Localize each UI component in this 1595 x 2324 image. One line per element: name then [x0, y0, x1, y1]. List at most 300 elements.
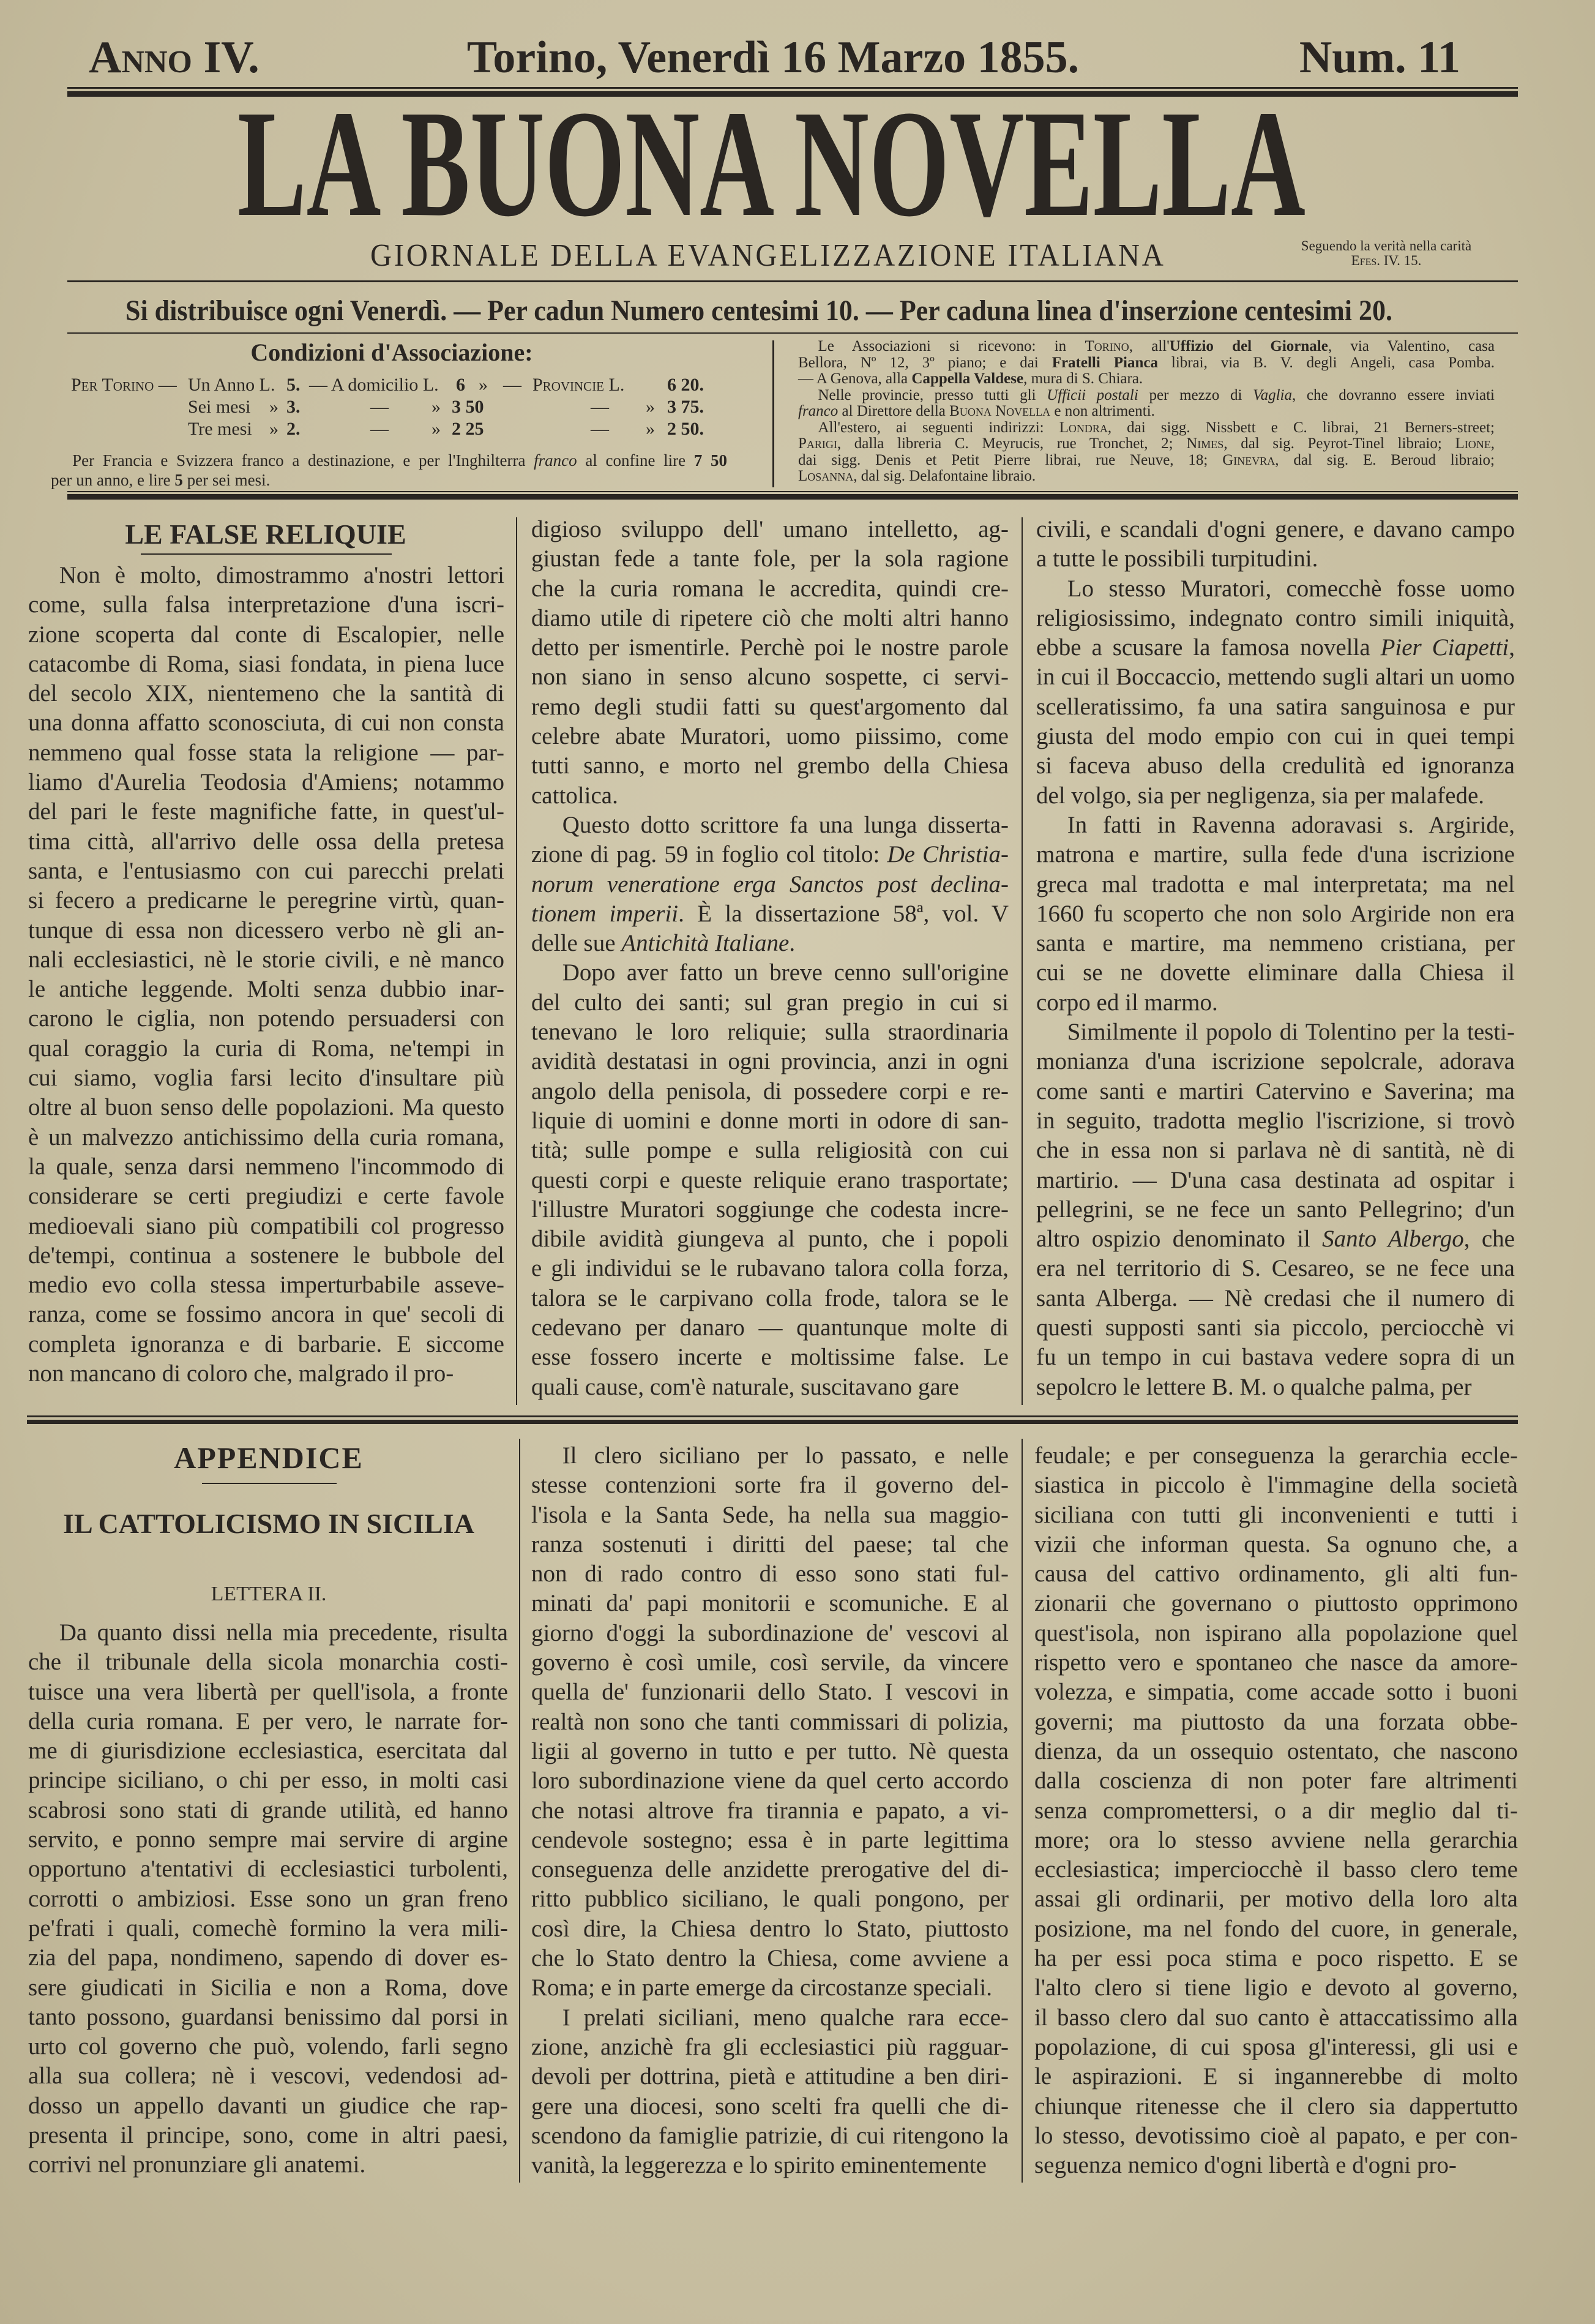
text-line: religiosissimo, indegnato contro simili iniquità,: [1036, 604, 1515, 631]
bold-text: 7 50: [693, 451, 727, 470]
newspaper-subtitle: GIORNALE DELLA EVANGELIZZAZIONE ITALIANA: [370, 238, 1166, 273]
text-line: minati da' papi monitorii e scomuniche. E al: [531, 1590, 1009, 1617]
bold-text: Fratelli Pianca: [1052, 354, 1158, 371]
text-line: completa ignoranza e di barbarie. E siccome: [28, 1330, 504, 1357]
text-run: , che: [1463, 1226, 1515, 1253]
italic-text: Antichità Italiane: [621, 930, 790, 957]
text-line: Roma; e in parte emerge da circostanze speciali.: [531, 1974, 992, 2001]
motto-text: Seguendo la verità nella carità: [1301, 238, 1472, 253]
dash: —: [591, 419, 609, 439]
text-line: ecclesiastica; imperciocchè il basso clero teme: [1034, 1856, 1518, 1883]
column-divider: [1022, 1439, 1023, 2183]
text-line: [798, 468, 1495, 485]
text-line: angolo della penisola, di possedere corpi e re-: [531, 1078, 1009, 1104]
text-run: . È la dissertazione 58ª, vol. V: [678, 900, 1009, 927]
text-line: [51, 451, 727, 470]
price-domicilio: 3 50: [452, 397, 484, 417]
text-line: dalla coscienza di non poter fare altrimenti: [1034, 1767, 1518, 1794]
italic-text: franco: [798, 403, 839, 419]
ditto-mark: »: [269, 419, 278, 439]
issue-number: Num. 11: [1299, 32, 1460, 83]
text-line: cedevano per danaro — quantunque molte di: [531, 1314, 1009, 1341]
text-line: tenevano le loro reliquie; sulla straordinaria: [531, 1019, 1009, 1046]
text-line: siciliana con tutti gli inconvenienti e tutti i: [1034, 1501, 1518, 1528]
bold-text: 5: [174, 471, 183, 489]
small-caps-text: Nimes: [1186, 435, 1224, 452]
article-column-2: [531, 515, 1009, 1402]
appendix-title: IL CATTOLICISMO IN SICILIA: [63, 1508, 474, 1539]
period-label: Tre mesi: [188, 419, 252, 439]
foreign-conditions: [51, 451, 727, 490]
divider: [67, 332, 1518, 334]
text-line: del volgo, sia per negligenza, sia per malafede.: [1036, 782, 1485, 809]
text-line: dienza, da un ossequio ostentato, che nascono: [1034, 1737, 1518, 1764]
price-torino: 2.: [286, 419, 301, 439]
text-line: remo degli studii fatti su quest'argomento dal: [531, 693, 1009, 720]
bold-text: Uffizio del Giornale: [1169, 338, 1328, 354]
paragraph: [798, 339, 1495, 388]
text-line: urto col governo che può, volendo, farli segno: [28, 2033, 508, 2060]
small-caps-text: Losanna: [798, 468, 854, 484]
text-run: dai sigg. Denis et Petit Pierre librai, rue Neuve, 18;: [798, 451, 1223, 468]
text-line: zione, anzichè fra gli ecclesiastici più ragguar-: [531, 2033, 1009, 2060]
conditions-title: Condizioni d'Associazione:: [250, 339, 533, 366]
text-line: fu un tempo in cui bastava vedere sopra di un: [1036, 1344, 1515, 1371]
ditto-mark: »: [431, 419, 441, 439]
dash: —: [370, 419, 389, 439]
divider: [67, 494, 1518, 500]
paragraph: [531, 2003, 1009, 2181]
text-line: quest'isola, non ispirano alla popolazione quel: [1034, 1619, 1518, 1646]
text-line: [798, 371, 1495, 388]
text-line: le aspirazioni. E si ingannerebbe di molto: [1034, 2063, 1518, 2090]
text-line: medioevali siano più compatibili col progresso: [28, 1212, 504, 1239]
divider: [67, 491, 1518, 492]
text-line: [798, 339, 1495, 355]
text-line: [798, 388, 1495, 404]
text-line: [798, 452, 1495, 469]
text-line: more; ora lo stesso avviene nella gerarchia: [1034, 1826, 1518, 1853]
italic-text: De Christia-: [887, 841, 1009, 868]
text-line: siastica in piccolo è l'immagine della società: [1034, 1472, 1518, 1499]
place-label: Per Torino —: [71, 375, 177, 395]
text-line: giorno d'oggi la subordinazione de' vescovi al: [531, 1619, 1009, 1646]
text-line: a tutte le possibili turpitudini.: [1036, 545, 1318, 572]
text-run: , dal sig. Peyrot-Tinel libraio;: [1223, 435, 1455, 452]
text-line: non di rado contro di esso sono stati ful-: [531, 1561, 1009, 1587]
motto: [1273, 239, 1500, 268]
text-run: ,: [1490, 435, 1495, 452]
text-run: per mezzo di: [1138, 386, 1253, 403]
text-line: [1036, 1224, 1515, 1254]
text-line: servito, e ponno sempre mai servire di argine: [28, 1826, 508, 1853]
text-line: rispetto vero e spontaneo che nasce da amore-: [1034, 1649, 1518, 1676]
paragraph: [1036, 574, 1515, 811]
text-line: presenta il principe, sono, come in altri paesi,: [28, 2122, 508, 2149]
price-provincie: 3 75.: [667, 397, 704, 417]
text-line: era nel territorio di S. Cesareo, se ne fece una: [1036, 1255, 1515, 1282]
text-run: , dalla libreria C. Meyrucis, rue Tronchet, 2;: [837, 435, 1187, 452]
text-line: diamo utile di ripetere ciò che molti altri hanno: [531, 604, 1009, 631]
text-run: , dal sig. Delafontaine libraio.: [853, 468, 1036, 484]
text-line: detto per ismentirle. Perchè poi le nostre parole: [531, 634, 1009, 661]
newspaper-title: LA BUONA NOVELLA: [237, 98, 1306, 230]
paragraph: [798, 388, 1495, 420]
text-line: scendono da famiglie patrizie, di cui ritengono la: [531, 2122, 1009, 2149]
ditto-mark: »: [479, 375, 488, 395]
text-line: questi supposti santi sia piccolo, perciocchè vi: [1036, 1314, 1515, 1341]
text-line: nali ecclesiastici, nè le storie civili, e nè manco: [28, 946, 504, 973]
text-run: , all': [1129, 338, 1170, 354]
text-run: , dai sigg. Nissbett e C. librai, 21 Berners-street;: [1107, 419, 1495, 436]
motto-reference: Efes. IV. 15.: [1351, 253, 1422, 268]
text-line: tuisce una vera libertà per quell'isola, a fronte: [28, 1678, 508, 1705]
text-line: liamo d'Aurelia Teodosia d'Amiens; notammo: [28, 769, 504, 796]
text-line: tutti sanno, e morto nel grembo della Chiesa: [531, 752, 1009, 779]
text-line: principe siciliano, o chi per esso, in molti casi: [28, 1767, 508, 1794]
text-line: l'isola e la Santa Sede, ha nella sua maggio-: [531, 1501, 1009, 1528]
distribution-notice: Si distribuisce ogni Venerdì. — Per cadun Numero centesimi 10. — Per caduna linea d'inserzione centesimi 20.: [125, 294, 1392, 327]
text-line: che il tribunale della sicola monarchia costi-: [28, 1649, 508, 1676]
text-line: [531, 840, 1009, 869]
text-run: Le Associazioni si ricevono: in: [818, 338, 1085, 354]
text-run: al Direttore della: [838, 403, 950, 419]
text-line: martirio. — D'una casa destinata ad ospitar i: [1036, 1166, 1515, 1193]
divider: [27, 1420, 1518, 1424]
text-run: Nelle provincie, presso tutti gli: [818, 386, 1047, 403]
text-line: posizione, ma nel fondo del cuore, in generale,: [1034, 1915, 1518, 1942]
paragraph: [531, 958, 1009, 1401]
text-line: lo stesso, devotissimo cioè al papato, e per con-: [1034, 2122, 1518, 2149]
text-run: altro ospizio denominato il: [1036, 1226, 1323, 1253]
divider: [27, 1415, 1518, 1417]
text-run: , via Valentino, casa: [1328, 338, 1495, 354]
text-line: giusta del modo empio con cui in quei tempi: [1036, 723, 1515, 750]
text-line: alla sua collera; nè i vescovi, vedendosi ad-: [28, 2063, 508, 2090]
text-line: l'illustre Muratori soggiunge che codesta incre-: [531, 1196, 1009, 1223]
text-line: esse fossero incerte e moltissime false. Le: [531, 1344, 1009, 1371]
text-line: assai gli ordinarii, per motivo della loro alta: [1034, 1886, 1518, 1913]
title-underline: [141, 553, 392, 555]
text-run: , mura di S. Chiara.: [1023, 370, 1143, 387]
text-line: conseguenza delle anzidette prerogative del di-: [531, 1856, 1009, 1883]
text-line: carono le ciglia, non potendo persuadersi con: [28, 1005, 504, 1032]
text-line: seguenza nemico d'ogni libertà e d'ogni pro-: [1034, 2152, 1457, 2179]
text-line: come, sulla falsa interpretazione d'una iscri-: [28, 591, 504, 618]
dash: —: [503, 375, 521, 395]
text-line: realtà non sono che tanti commissari di polizia,: [531, 1708, 1009, 1735]
paragraph: [28, 561, 504, 1389]
text-line: Non è molto, dimostrammo a'nostri lettori: [59, 562, 504, 588]
column-divider: [519, 1439, 520, 2183]
paragraph: [1036, 1018, 1515, 1402]
text-line: [798, 420, 1495, 437]
text-line: popolazione, di cui sposa gl'interessi, gli usi e: [1034, 2033, 1518, 2060]
period-label: Sei mesi: [188, 397, 251, 417]
small-caps-text: Buona Novella: [949, 403, 1051, 419]
text-run: zione di pag. 59 in foglio col titolo:: [531, 841, 887, 868]
text-line: non siano in senso alcuno sospette, ci servi-: [531, 664, 1009, 691]
text-line: l'alto clero si tiene ligio e devoto al governo,: [1034, 1974, 1518, 2001]
small-caps-text: Londra: [1059, 419, 1108, 436]
text-line: governi; ma piuttosto da una forzata obbe-: [1034, 1708, 1518, 1735]
ditto-mark: »: [646, 419, 655, 439]
text-run: Per Francia e Svizzera franco a destinazione, e per l'Inghilterra: [72, 451, 534, 470]
text-run: librai, via B. V. degli Angeli, casa Pomba.: [1157, 354, 1495, 371]
text-line: catacombe di Roma, siasi fondata, in piena luce: [28, 650, 504, 677]
italic-text: Vaglia: [1253, 386, 1293, 403]
text-line: [51, 470, 727, 490]
dateline: Torino, Venerdì 16 Marzo 1855.: [466, 32, 1080, 83]
text-line: il basso clero dal suo canto è attaccatissimo alla: [1034, 2004, 1518, 2031]
text-line: considerare se certi pregiudizi e certe favole: [28, 1183, 504, 1210]
text-line: del pari le feste magnifiche fatte, in quest'ul-: [28, 798, 504, 825]
text-line: [531, 899, 1009, 929]
text-run: per sei mesi.: [182, 471, 271, 489]
text-line: vizii che informan questa. Sa ognuno che, a: [1034, 1531, 1518, 1557]
text-line: santa e martire, ma nemmeno cristiana, per: [1036, 930, 1515, 957]
text-line: dosso un appello davanti un giudice che rap-: [28, 2092, 508, 2119]
ditto-mark: »: [431, 397, 441, 417]
text-line: Questo dotto scrittore fa una lunga disserta-: [562, 811, 1009, 838]
text-line: non mancano di coloro che, malgrado il pro-: [28, 1360, 454, 1387]
text-line: greca mal tradotta e mal interpretata; ma nel: [1036, 871, 1515, 898]
text-line: scelleratissimo, fa una satira sanguinosa e pur: [1036, 693, 1515, 720]
italic-text: tionem imperii: [531, 900, 679, 927]
small-caps-text: Torino: [1085, 338, 1129, 354]
text-line: zionarii che governano o piuttosto opprimono: [1034, 1590, 1518, 1617]
text-line: 1660 fu scoperto che non solo Argiride non era: [1036, 900, 1515, 927]
text-line: del secolo XIX, nientemeno che la santità di: [28, 680, 504, 707]
text-line: me di giurisdizione ecclesiastica, esercitata dal: [28, 1737, 508, 1764]
text-line: matrona e martire, sulla fede d'una iscrizione: [1036, 841, 1515, 868]
text-line: [798, 403, 1495, 420]
text-line: corrotti o ambiziosi. Esse sono un gran freno: [28, 1885, 508, 1912]
text-line: in seguito, tradotta meglio l'iscrizione, si trovò: [1036, 1107, 1515, 1134]
text-line: opportuno a'tentativi di ecclesiastici turbolenti,: [28, 1856, 508, 1883]
italic-text: Santo Albergo: [1322, 1226, 1464, 1253]
article-column-1: [28, 561, 504, 1389]
paragraph: [1034, 1441, 1518, 2180]
text-line: Similmente il popolo di Tolentino per la testi-: [1067, 1019, 1515, 1046]
text-run: al confine lire: [577, 451, 694, 470]
text-line: sepolcro le lettere B. M. o qualche palma, per: [1036, 1373, 1472, 1400]
text-line: santa, e l'entusiasmo con cui parecchi prelati: [28, 857, 504, 884]
text-run: All'estero, ai seguenti indirizzi:: [818, 419, 1059, 436]
text-line: che lo Stato dentro la Chiesa, come avviene a: [531, 1945, 1009, 1972]
appendix-column-3: [1034, 1441, 1518, 2180]
text-line: stesse contenzioni sorte fra il governo del-: [531, 1472, 1009, 1499]
text-line: liquie di uomini e donne morti in odore di san-: [531, 1107, 1009, 1134]
ditto-mark: »: [646, 397, 655, 417]
text-line: che la curia romana le accredita, quindi cre-: [531, 575, 1009, 602]
small-caps-text: Ginevra: [1222, 451, 1276, 468]
text-line: de'tempi, continua a sostenere le bubbole del: [28, 1242, 504, 1269]
text-line: gere una diocesi, sono scelti fra quelli che di-: [531, 2093, 1009, 2120]
text-run: e non altrimenti.: [1050, 403, 1155, 419]
text-line: cattolica.: [531, 782, 618, 809]
text-line: oltre al buon senso delle popolazioni. Ma questo: [28, 1094, 504, 1121]
bold-text: Cappella Valdese: [911, 370, 1024, 387]
text-line: tanto possono, guardansi benissimo dal porsi in: [28, 2003, 508, 2030]
small-caps-text: Parigi: [798, 435, 837, 452]
price-domicilio: 6: [456, 375, 465, 395]
text-line: della curia romana. E per vero, le narrate for-: [28, 1707, 508, 1734]
appendix-column-1: [28, 1618, 508, 2180]
text-line: civili, e scandali d'ogni genere, e davano campo: [1036, 516, 1515, 542]
text-line: è un malvezzo antichissimo della curia romana,: [28, 1123, 504, 1150]
column-divider: [516, 517, 517, 1405]
text-line: la quale, senza darsi nemmeno l'incommodo di: [28, 1153, 504, 1180]
paragraph: [531, 811, 1009, 958]
period-label: Un Anno L.: [188, 375, 275, 395]
price-provincie: 2 50.: [667, 419, 704, 439]
text-line: cui se ne dovette eliminare dalla Chiesa il: [1036, 959, 1515, 986]
text-run: — A Genova, alla: [798, 370, 912, 387]
divider: [202, 1483, 337, 1484]
text-line: medio evo colla stessa imperturbabile asseve-: [28, 1272, 504, 1299]
divider: [67, 87, 1518, 89]
text-line: ritto pubblico siciliano, le quali pongono, per: [531, 1886, 1009, 1913]
dash: —: [591, 397, 609, 417]
text-line: pellegrini, se ne fece un santo Pellegrino; d'un: [1036, 1196, 1515, 1223]
text-line: monianza d'una iscrizione sepolcrale, adorava: [1036, 1048, 1515, 1075]
text-line: che in essa non si parlava nè di santità, nè di: [1036, 1137, 1515, 1164]
text-line: Il clero siciliano per lo passato, e nelle: [562, 1442, 1009, 1469]
text-line: così dire, la Chiesa dentro lo Stato, piuttosto: [531, 1915, 1009, 1942]
text-line: che notasi altrove fra tirannia e papato, a vi-: [531, 1797, 1009, 1824]
text-line: loro subordinazione viene da quel certo accordo: [531, 1767, 1009, 1794]
text-run: ,: [1509, 634, 1515, 661]
text-line: [798, 355, 1495, 372]
text-line: qual coraggio la curia di Roma, ne'tempi in: [28, 1035, 504, 1062]
paragraph: [28, 1618, 508, 2180]
text-line: del culto dei santi; sul gran pregio in cui si: [531, 989, 1009, 1016]
text-line: ligii al governo in tutto e per tutto. Nè questa: [531, 1737, 1009, 1764]
text-line: governo è così umile, così servile, da vincere: [531, 1649, 1009, 1676]
text-run: .: [789, 930, 796, 957]
text-line: le antiche leggende. Molti senza dubbio inar-: [28, 976, 504, 1003]
text-line: quali cause, com'è naturale, suscitavano gare: [531, 1373, 959, 1400]
text-line: si fecero a predicarne le peregrine virtù, quan-: [28, 887, 504, 914]
text-line: pe'frati i quali, comechè formino la vera mili-: [28, 1914, 508, 1941]
italic-text: franco: [534, 451, 577, 470]
text-line: ranza sostenuti i diritti del paese; tal che: [531, 1531, 1009, 1557]
text-line: ha per essi poca stima e poco rispetto. E se: [1034, 1945, 1518, 1972]
price-provincie: 6 20.: [667, 375, 704, 395]
text-line: I prelati siciliani, meno qualche rara ecce-: [562, 2004, 1009, 2031]
year-label: Anno IV.: [89, 32, 260, 83]
text-line: feudale; e per conseguenza la gerarchia eccle-: [1034, 1442, 1518, 1469]
paragraph: [798, 420, 1495, 485]
text-line: si faceva abuso della credulità ed ignoranza: [1036, 752, 1515, 779]
text-line: avidità destatasi in ogni provincia, anzi in ogni: [531, 1048, 1009, 1075]
paragraph: [531, 515, 1009, 811]
paragraph: [531, 1441, 1009, 2003]
text-line: corrivi nel pronunziare gli anatemi.: [28, 2151, 366, 2178]
text-line: [1036, 633, 1515, 662]
text-line: digioso sviluppo dell' umano intelletto, ag-: [531, 516, 1009, 542]
article-column-3: [1036, 515, 1515, 1402]
text-line: [531, 870, 1009, 899]
appendix-column-2: [531, 1441, 1009, 2180]
text-line: tunque di essa non dicessero verbo nè gli an-: [28, 916, 504, 943]
text-line: e gli individui se le rubavano talora colla forza,: [531, 1255, 1009, 1282]
text-line: scabrosi sono stati di grande utilità, ed hanno: [28, 1796, 508, 1823]
text-line: zione scoperta dal conte di Escalopier, nelle: [28, 621, 504, 648]
text-line: nemmeno qual fosse stata la religione — par-: [28, 739, 504, 766]
paragraph: [1036, 515, 1515, 574]
text-line: zia del papa, nondimeno, sapendo di dover es-: [28, 1944, 508, 1971]
text-line: sere giudicati in Sicilia e non a Roma, dove: [28, 1974, 508, 2001]
price-torino: 3.: [286, 397, 301, 417]
text-line: come santi e martiri Catervino e Saverina; ma: [1036, 1078, 1515, 1104]
text-line: causa del cattivo ordinamento, gli alti fun-: [1034, 1561, 1518, 1587]
divider: [67, 280, 1518, 282]
subscription-offices: [798, 339, 1495, 485]
italic-text: norum veneratione erga Sanctos post declina-: [531, 871, 1009, 898]
text-run: , che dovranno essere inviati: [1292, 386, 1495, 403]
ditto-mark: »: [269, 397, 278, 417]
text-line: Da quanto dissi nella mia precedente, risulta: [59, 1619, 508, 1646]
price-torino: 5.: [286, 375, 301, 395]
text-run: ebbe a scusare la famosa novella: [1036, 634, 1381, 661]
text-run: , dal sig. E. Beroud libraio;: [1275, 451, 1495, 468]
text-line: tima città, all'arrivo delle ossa della pretesa: [28, 828, 504, 855]
paragraph: [51, 451, 727, 490]
text-line: ranza, come se fossimo ancora in que' secoli di: [28, 1301, 504, 1328]
text-line: questi corpi e queste reliquie erano trasportate;: [531, 1166, 1009, 1193]
text-line: in cui il Boccaccio, mettendo sugli altari un uomo: [1036, 664, 1515, 691]
text-line: vanità, la leggerezza e lo spirito eminentemente: [531, 2152, 987, 2179]
letter-number: LETTERA II.: [211, 1583, 327, 1605]
text-line: corpo ed il marmo.: [1036, 989, 1218, 1016]
price-domicilio: 2 25: [452, 419, 484, 439]
text-line: cendevole sostegno; essa è in parte legittima: [531, 1826, 1009, 1853]
text-run: per un anno, e lire: [51, 471, 175, 489]
text-line: senza compromettersi, o a dir meglio dal ti-: [1034, 1797, 1518, 1824]
text-line: talora se le carpivano colla frode, talora se le: [531, 1284, 1009, 1311]
text-line: giustan fede a tante fole, per la sola ragione: [531, 545, 1009, 572]
text-line: tità; sulle pompe e sulla religiosità con cui: [531, 1137, 1009, 1164]
italic-text: Pier Ciapetti: [1380, 634, 1509, 661]
text-line: chiunque ritenesse che il clero sia dappertutto: [1034, 2093, 1518, 2120]
text-line: celebre abate Muratori, uomo piissimo, come: [531, 723, 1009, 750]
domicilio-label: — A domicilio L.: [309, 375, 439, 395]
text-line: Dopo aver fatto un breve cenno sull'origine: [562, 959, 1009, 986]
column-divider: [772, 340, 774, 487]
appendix-label: APPENDICE: [174, 1441, 364, 1475]
italic-text: Ufficii postali: [1047, 386, 1138, 403]
text-line: volezza, e simpatia, come accade sotto i buoni: [1034, 1679, 1518, 1706]
text-line: cui siamo, voglia farsi lecito d'insultare più: [28, 1065, 504, 1092]
text-line: santa Alberga. — Nè credasi che il numero di: [1036, 1284, 1515, 1311]
dash: —: [370, 397, 389, 417]
text-line: [531, 929, 1009, 958]
text-line: Lo stesso Muratori, comecchè fosse uomo: [1067, 575, 1515, 602]
provincie-label: Provincie L.: [532, 375, 625, 395]
column-divider: [1022, 517, 1023, 1405]
text-line: In fatti in Ravenna adoravasi s. Argiride,: [1067, 811, 1515, 838]
text-run: Bellora, Nº 12, 3º piano; e dai: [798, 354, 1052, 371]
paragraph: [1036, 811, 1515, 1018]
text-line: quella de' funzionarii dello Stato. I vescovi in: [531, 1679, 1009, 1706]
divider: [67, 91, 1518, 97]
text-line: dibile avidità giungeva al punto, che i popoli: [531, 1226, 1009, 1253]
text-line: [798, 436, 1495, 452]
text-run: delle sue: [531, 930, 622, 957]
text-line: devoli per dottrina, pietà e attitudine a ben diri-: [531, 2063, 1009, 2090]
